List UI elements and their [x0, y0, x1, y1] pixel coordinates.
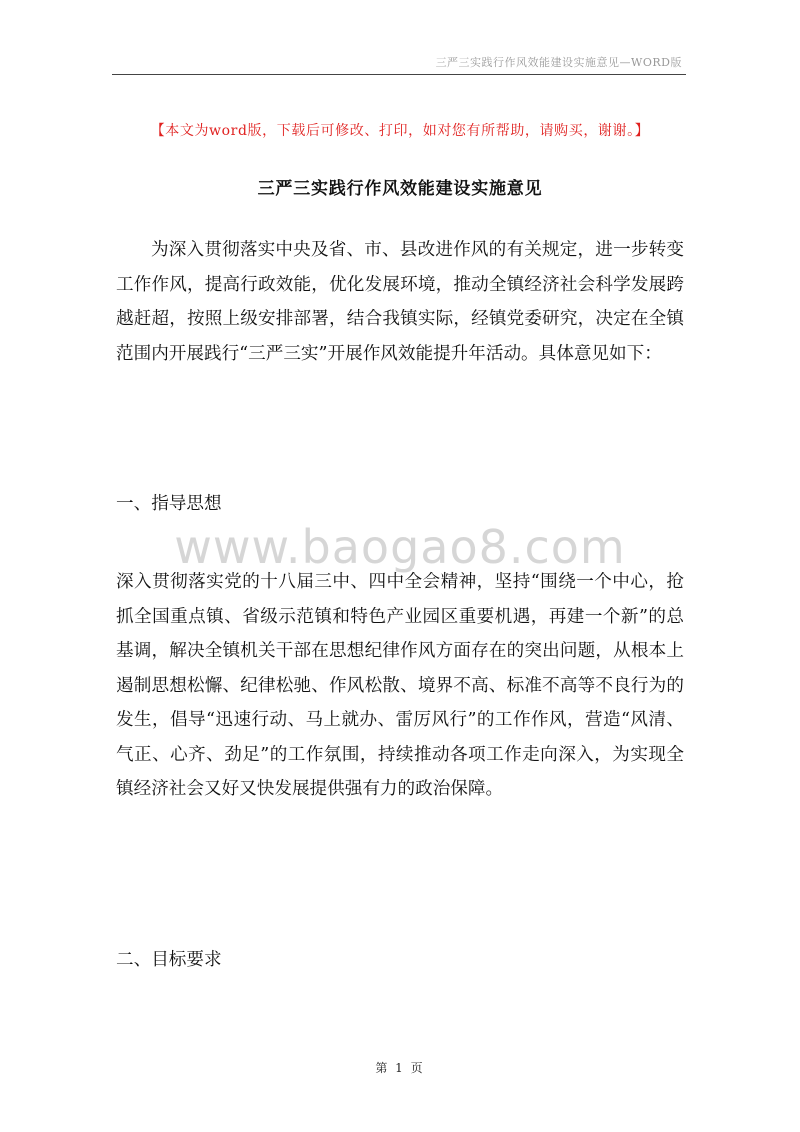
intro-paragraph: 为深入贯彻落实中央及省、市、县改进作风的有关规定，进一步转变工作作风，提高行政效能，优化发展环境，推动全镇经济社会科学发展跨越赶超，按照上级安排部署，结合我镇实际，经镇党委研究，决定在全镇范围内开展践行“三严三实”开展作风效能提升年活动。具体意见如下： — [116, 240, 684, 364]
document-title: 三严三实践行作风效能建设实施意见 — [257, 179, 543, 199]
purchase-notice: 【本文为word版，下载后可修改、打印，如对您有所帮助，请购买，谢谢。】 — [150, 123, 650, 139]
page-header — [112, 52, 686, 75]
header-title: 三严三实践行作风效能建设实施意见—WORD版 — [435, 56, 682, 69]
watermark: www.baogao8.com — [174, 520, 626, 574]
section-heading-guiding-thought: 一、指导思想 — [116, 494, 222, 514]
section-heading-goals: 二、目标要求 — [116, 950, 222, 970]
page-number: 第 1 页 — [375, 1061, 425, 1075]
section-body-guiding-thought: 深入贯彻落实党的十八届三中、四中全会精神，坚持“围绕一个中心，抢抓全国重点镇、省级示范镇和特色产业园区重要机遇，再建一个新”的总基调，解决全镇机关干部在思想纪律作风方面存在的突出问题，从根本上遏制思想松懈、纪律松驰、作风松散、境界不高、标准不高等不良行为的发生，倡导“迅速行动、马上就办、雷厉风行”的工作作风，营造“风清、气正、心齐、劲足”的工作氛围，持续推动各项工作走向深入，为实现全镇经济社会又好又快发展提供强有力的政治保障。 — [116, 572, 684, 799]
